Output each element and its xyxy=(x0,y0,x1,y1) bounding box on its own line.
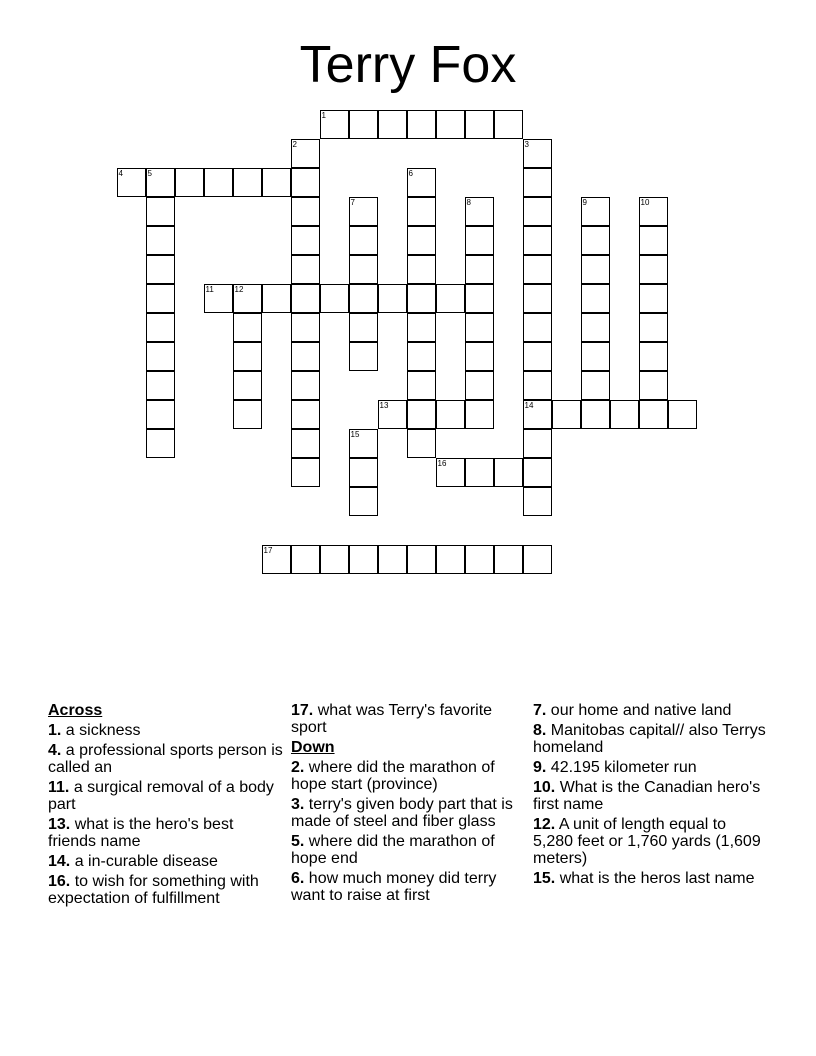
grid-cell[interactable] xyxy=(146,168,175,197)
grid-cell[interactable] xyxy=(349,545,378,574)
grid-cell[interactable] xyxy=(349,197,378,226)
grid-cell[interactable] xyxy=(378,284,407,313)
grid-cell[interactable] xyxy=(349,313,378,342)
grid-cell[interactable] xyxy=(523,342,552,371)
grid-cell[interactable] xyxy=(552,400,581,429)
grid-cell[interactable] xyxy=(465,110,494,139)
grid-cell[interactable] xyxy=(436,458,465,487)
puzzle-title: Terry Fox xyxy=(299,36,517,94)
clue-number: 7 xyxy=(350,197,355,207)
grid-cell[interactable] xyxy=(378,110,407,139)
grid-cell[interactable] xyxy=(581,371,610,400)
grid-cell[interactable] xyxy=(523,487,552,516)
grid-cell[interactable] xyxy=(233,371,262,400)
grid-cell[interactable] xyxy=(349,487,378,516)
grid-cell[interactable] xyxy=(523,458,552,487)
grid-cell[interactable] xyxy=(581,226,610,255)
grid-cell[interactable] xyxy=(233,400,262,429)
grid-cell[interactable] xyxy=(407,255,436,284)
grid-cell[interactable] xyxy=(291,342,320,371)
grid-cell[interactable] xyxy=(407,545,436,574)
grid-cell[interactable] xyxy=(146,313,175,342)
grid-cell[interactable] xyxy=(465,226,494,255)
grid-cell[interactable] xyxy=(204,284,233,313)
clue-down-5: 5. where did the marathon of hope end xyxy=(291,833,495,867)
grid-cell[interactable] xyxy=(146,371,175,400)
grid-cell[interactable] xyxy=(349,255,378,284)
grid-cell[interactable] xyxy=(233,342,262,371)
grid-cell[interactable] xyxy=(465,313,494,342)
grid-cell[interactable] xyxy=(262,545,291,574)
grid-cell[interactable] xyxy=(407,342,436,371)
grid-cell[interactable] xyxy=(146,429,175,458)
grid-cell[interactable] xyxy=(291,400,320,429)
grid-cell[interactable] xyxy=(291,284,320,313)
clue-down-10: 10. What is the Canadian hero's first name xyxy=(533,779,761,813)
clue-number: 17 xyxy=(263,545,273,555)
grid-cell[interactable] xyxy=(639,313,668,342)
grid-cell[interactable] xyxy=(291,168,320,197)
grid-cell[interactable] xyxy=(436,400,465,429)
grid-cell[interactable] xyxy=(581,197,610,226)
grid-cell[interactable] xyxy=(407,110,436,139)
grid-cell[interactable] xyxy=(581,400,610,429)
grid-cell[interactable] xyxy=(378,400,407,429)
grid-cell[interactable] xyxy=(523,371,552,400)
grid-cell[interactable] xyxy=(523,284,552,313)
grid-cell[interactable] xyxy=(291,197,320,226)
clue-number: 10 xyxy=(640,197,650,207)
grid-cell[interactable] xyxy=(291,255,320,284)
grid-cell[interactable] xyxy=(523,313,552,342)
grid-cell[interactable] xyxy=(349,429,378,458)
clue-down-12: 12. A unit of length equal to 5,280 feet or 1,760 yards (1,609 meters) xyxy=(533,816,761,867)
clue-down-6: 6. how much money did terry want to raise at first xyxy=(291,870,497,904)
grid-cell[interactable] xyxy=(291,545,320,574)
grid-cell[interactable] xyxy=(349,342,378,371)
grid-cell[interactable] xyxy=(639,226,668,255)
grid-cell[interactable] xyxy=(407,371,436,400)
clue-down-15: 15. what is the heros last name xyxy=(533,870,755,887)
grid-cell[interactable] xyxy=(523,429,552,458)
grid-cell[interactable] xyxy=(494,458,523,487)
down-heading: Down xyxy=(291,739,335,756)
grid-cell[interactable] xyxy=(465,284,494,313)
grid-cell[interactable] xyxy=(146,255,175,284)
grid-cell[interactable] xyxy=(523,400,552,429)
grid-cell[interactable] xyxy=(349,284,378,313)
grid-cell[interactable] xyxy=(639,255,668,284)
grid-cell[interactable] xyxy=(291,458,320,487)
grid-cell[interactable] xyxy=(407,197,436,226)
clue-number: 13 xyxy=(379,400,389,410)
clue-number: 9 xyxy=(582,197,587,207)
grid-cell[interactable] xyxy=(320,545,349,574)
clue-across-11: 11. a surgical removal of a body part xyxy=(48,779,274,813)
clue-number: 3 xyxy=(524,139,529,149)
grid-cell[interactable] xyxy=(523,139,552,168)
clue-column-3 xyxy=(533,702,768,890)
grid-cell[interactable] xyxy=(233,284,262,313)
clue-across-17: 17. what was Terry's favorite sport xyxy=(291,702,493,736)
grid-cell[interactable] xyxy=(639,342,668,371)
grid-cell[interactable] xyxy=(291,139,320,168)
grid-cell[interactable] xyxy=(146,284,175,313)
grid-cell[interactable] xyxy=(146,400,175,429)
grid-cell[interactable] xyxy=(233,313,262,342)
clue-column-1 xyxy=(48,702,283,910)
grid-cell[interactable] xyxy=(291,371,320,400)
clue-list xyxy=(48,700,768,960)
grid-cell[interactable] xyxy=(378,545,407,574)
clue-number: 11 xyxy=(205,284,214,294)
clue-down-7: 7. our home and native land xyxy=(533,702,732,719)
grid-cell[interactable] xyxy=(668,400,697,429)
grid-cell[interactable] xyxy=(465,458,494,487)
grid-cell[interactable] xyxy=(291,313,320,342)
grid-cell[interactable] xyxy=(204,168,233,197)
clue-down-2: 2. where did the marathon of hope start (province) xyxy=(291,759,495,793)
grid-cell[interactable] xyxy=(523,168,552,197)
grid-cell[interactable] xyxy=(349,458,378,487)
clue-across-13: 13. what is the hero's best friends name xyxy=(48,816,234,850)
grid-cell[interactable] xyxy=(639,371,668,400)
grid-cell[interactable] xyxy=(349,110,378,139)
grid-cell[interactable] xyxy=(436,284,465,313)
grid-cell[interactable] xyxy=(639,400,668,429)
grid-cell[interactable] xyxy=(262,284,291,313)
grid-cell[interactable] xyxy=(407,226,436,255)
clue-number: 2 xyxy=(292,139,297,149)
grid-cell[interactable] xyxy=(523,197,552,226)
grid-cell[interactable] xyxy=(610,400,639,429)
clue-down-3: 3. terry's given body part that is made of steel and fiber glass xyxy=(291,796,513,830)
clue-across-14: 14. a in-curable disease xyxy=(48,853,218,870)
grid-cell[interactable] xyxy=(175,168,204,197)
grid-cell[interactable] xyxy=(639,197,668,226)
clue-number: 1 xyxy=(321,110,326,120)
clue-number: 12 xyxy=(234,284,244,294)
grid-cell[interactable] xyxy=(523,255,552,284)
grid-cell[interactable] xyxy=(465,371,494,400)
grid-cell[interactable] xyxy=(349,226,378,255)
grid-cell[interactable] xyxy=(436,110,465,139)
grid-cell[interactable] xyxy=(639,284,668,313)
grid-cell[interactable] xyxy=(320,284,349,313)
clue-number: 6 xyxy=(408,168,413,178)
grid-cell[interactable] xyxy=(407,284,436,313)
grid-cell[interactable] xyxy=(407,168,436,197)
grid-cell[interactable] xyxy=(262,168,291,197)
across-heading: Across xyxy=(48,702,103,719)
grid-cell[interactable] xyxy=(581,255,610,284)
clue-number: 15 xyxy=(350,429,360,439)
grid-cell[interactable] xyxy=(523,545,552,574)
clue-number: 14 xyxy=(524,400,534,410)
grid-cell[interactable] xyxy=(581,342,610,371)
grid-cell[interactable] xyxy=(407,429,436,458)
grid-cell[interactable] xyxy=(465,342,494,371)
grid-cell[interactable] xyxy=(291,226,320,255)
clue-number: 8 xyxy=(466,197,471,207)
grid-cell[interactable] xyxy=(146,197,175,226)
grid-cell[interactable] xyxy=(523,226,552,255)
clue-down-8: 8. Manitobas capital// also Terrys homeland xyxy=(533,722,766,756)
clue-number: 5 xyxy=(147,168,152,178)
grid-cell[interactable] xyxy=(233,168,262,197)
grid-cell[interactable] xyxy=(117,168,146,197)
grid-cell[interactable] xyxy=(146,342,175,371)
clue-across-1: 1. a sickness xyxy=(48,722,141,739)
clue-number: 16 xyxy=(437,458,447,468)
clue-column-2 xyxy=(291,702,526,907)
grid-cell[interactable] xyxy=(320,110,349,139)
clue-down-9: 9. 42.195 kilometer run xyxy=(533,759,697,776)
grid-cell[interactable] xyxy=(407,313,436,342)
grid-cell[interactable] xyxy=(494,545,523,574)
grid-cell[interactable] xyxy=(407,400,436,429)
grid-cell[interactable] xyxy=(146,226,175,255)
clue-across-4: 4. a professional sports person is called an xyxy=(48,742,283,776)
grid-cell[interactable] xyxy=(465,545,494,574)
grid-cell[interactable] xyxy=(581,284,610,313)
grid-cell[interactable] xyxy=(465,255,494,284)
grid-cell[interactable] xyxy=(436,545,465,574)
grid-cell[interactable] xyxy=(291,429,320,458)
clue-number: 4 xyxy=(118,168,123,178)
grid-cell[interactable] xyxy=(494,110,523,139)
grid-cell[interactable] xyxy=(465,197,494,226)
grid-cell[interactable] xyxy=(465,400,494,429)
clue-across-16: 16. to wish for something with expectation of fulfillment xyxy=(48,873,259,907)
grid-cell[interactable] xyxy=(581,313,610,342)
